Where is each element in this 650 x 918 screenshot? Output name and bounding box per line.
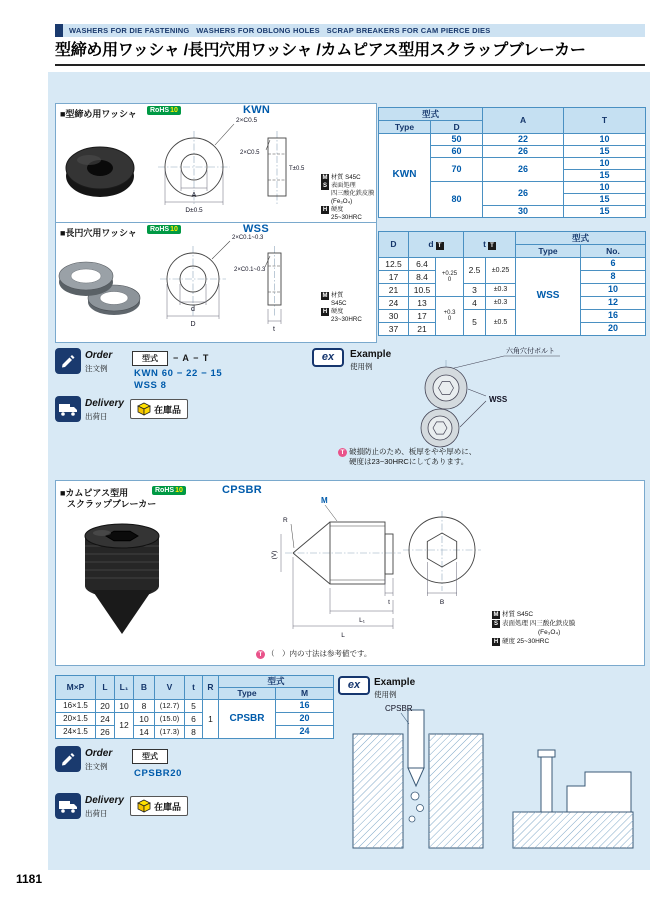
tolerance-badge: T xyxy=(436,242,444,250)
part-callout-label: CPSBR xyxy=(385,704,413,713)
stock-badge xyxy=(130,796,188,816)
hardness-value: 25~30HRC xyxy=(516,638,550,645)
section-heading-kwn: ■型締め用ワッシャ xyxy=(60,109,137,119)
cell: 37 xyxy=(379,323,409,336)
dim-d: D±0.5 xyxy=(185,207,203,214)
stock-badge xyxy=(130,399,188,419)
order-icon xyxy=(55,746,81,772)
hardness-label: 硬度 xyxy=(331,205,344,213)
part-callout-label: WSS xyxy=(489,395,508,404)
spec-line: 四三酸化鉄皮膜 xyxy=(331,190,375,197)
cell: 24 xyxy=(96,713,115,726)
spec-line xyxy=(492,610,575,619)
order-label-en: Order xyxy=(85,350,113,361)
section-heading-cpsbr-2: スクラップブレーカー xyxy=(67,499,157,509)
cell: 10.5 xyxy=(409,284,436,297)
header-t: t xyxy=(185,676,203,700)
cell: ±0.3 xyxy=(486,297,516,310)
cell: 16 xyxy=(581,310,646,323)
kwn-washer-photo xyxy=(62,126,138,206)
header-type: Type xyxy=(379,121,431,134)
cpsbr-spec-notes xyxy=(492,610,575,646)
cell: 10 xyxy=(115,700,134,713)
cpsbr-technical-drawing xyxy=(235,492,485,652)
surface-badge: S xyxy=(322,183,327,189)
category-bar-notch xyxy=(55,24,63,37)
order-example-line: CPSBR20 xyxy=(134,768,183,779)
order-example-line: KWN 60 − 22 − 15 xyxy=(134,368,223,379)
wss-spec-notes xyxy=(321,292,362,324)
pencil-icon xyxy=(59,750,77,768)
rohs-label: RoHS xyxy=(150,107,170,114)
washers-panel-divider xyxy=(55,222,377,223)
cell: 8.4 xyxy=(409,271,436,284)
scrap xyxy=(411,792,419,800)
order-format-box: 型式 xyxy=(132,749,168,764)
cell: 12 xyxy=(115,713,134,739)
cell-type: KWN xyxy=(379,134,431,218)
header-d-small-label: d xyxy=(428,238,434,249)
material-badge: M xyxy=(493,612,499,618)
cell: 6 xyxy=(185,713,203,726)
delivery-icon xyxy=(55,396,81,422)
cell: 20×1.5 xyxy=(56,713,96,726)
order-example-line: WSS 8 xyxy=(134,380,167,391)
dim-m: M xyxy=(321,496,328,505)
dim-b: B xyxy=(439,599,445,606)
cell: 26 xyxy=(483,158,564,182)
cell: 12 xyxy=(581,297,646,310)
cell: 10 xyxy=(564,182,646,194)
cell: ±0.3 xyxy=(486,284,516,297)
washer-highlight xyxy=(77,155,101,165)
cell-tolerance xyxy=(436,297,464,336)
hardness-badge: H xyxy=(493,639,499,645)
material-label: 材質 xyxy=(331,292,344,299)
page-number: 1181 xyxy=(16,872,43,886)
spec-line xyxy=(321,182,374,190)
cell: 4 xyxy=(464,297,486,310)
dim-l1: L₁ xyxy=(359,617,365,624)
cell: 24×1.5 xyxy=(56,726,96,739)
truck-icon xyxy=(58,798,78,814)
header-type: Type xyxy=(219,688,276,700)
cell: 5 xyxy=(185,700,203,713)
spec-line: (Fe₃O₄) xyxy=(538,629,561,636)
step-block xyxy=(567,772,631,812)
cell: ±0.5 xyxy=(486,310,516,336)
header-m: M xyxy=(276,688,334,700)
delivery-label-ja: 出荷日 xyxy=(85,809,108,818)
cell: 50 xyxy=(431,134,483,146)
highlight xyxy=(93,530,111,536)
tol-minus: 0 xyxy=(447,316,452,322)
cell: 24 xyxy=(276,726,334,739)
cell: 15 xyxy=(564,146,646,158)
delivery-label-en: Delivery xyxy=(85,398,124,409)
cell-type: WSS xyxy=(516,258,581,336)
wss-note xyxy=(338,447,476,467)
hardness-badge: H xyxy=(322,308,328,315)
page-title: 型締め用ワッシャ /長円穴用ワッシャ /カムピアス型用スクラップブレーカー xyxy=(55,37,645,66)
order-label-ja: 注文例 xyxy=(85,364,108,373)
bolt-head xyxy=(428,416,452,440)
example-label-en: Example xyxy=(374,677,416,688)
stock-label: 在庫品 xyxy=(154,404,182,415)
wss-table xyxy=(378,231,646,336)
cell: 15 xyxy=(564,194,646,206)
dim-chamfer-side: 2×C0.1~0.3 xyxy=(234,267,266,273)
example-label-en: Example xyxy=(350,349,392,360)
tolerance-badge: T xyxy=(488,242,496,250)
dim-a: A xyxy=(191,192,197,199)
material-value: S45C xyxy=(345,174,361,181)
scrap xyxy=(409,816,415,822)
note-text: （ ）内の寸法は参考値です。 xyxy=(267,649,372,658)
header-katashiki: 型式 xyxy=(219,676,334,688)
example-label-ja: 使用例 xyxy=(374,690,397,699)
spec-line: 23~30HRC xyxy=(331,315,362,323)
punch xyxy=(408,710,424,768)
material-badge: M xyxy=(322,175,328,181)
cell: 21 xyxy=(379,284,409,297)
cell: 60 xyxy=(431,146,483,158)
section-heading-cpsbr-1: ■カムピアス型用 xyxy=(60,488,129,498)
order-format-suffix: − A − T xyxy=(173,353,210,363)
pencil-icon xyxy=(59,352,77,370)
wss-washers-photo xyxy=(58,246,144,326)
delivery-icon xyxy=(55,793,81,819)
header-l: L xyxy=(96,676,115,700)
header-d-small xyxy=(409,232,464,258)
category-bar xyxy=(55,24,645,37)
pin xyxy=(541,756,552,812)
rohs-num: 10 xyxy=(170,107,178,114)
header-a: A xyxy=(483,108,564,134)
cell: 3 xyxy=(464,284,486,297)
header-katashiki: 型式 xyxy=(516,232,646,245)
delivery-label-ja: 出荷日 xyxy=(85,412,108,421)
bolt-head xyxy=(433,375,459,401)
cell: (17.3) xyxy=(155,726,185,739)
plug-point xyxy=(92,590,152,634)
material-badge: M xyxy=(322,293,328,299)
spec-line: 25~30HRC xyxy=(331,213,362,221)
spec-line xyxy=(492,637,575,646)
cpsbr-usage-diagram xyxy=(345,698,642,850)
material-label: 材質 xyxy=(331,174,344,181)
dim-v: (V) xyxy=(271,550,278,560)
header-b: B xyxy=(134,676,155,700)
scrap xyxy=(417,805,424,812)
dim-d-big: D xyxy=(190,321,196,328)
dim-t: T±0.5 xyxy=(289,166,305,172)
cell: 26 xyxy=(483,182,564,206)
header-d: D xyxy=(431,121,483,134)
dim-chamfer-side: 2×C0.5 xyxy=(240,150,260,156)
tolerance-note-icon: T xyxy=(256,650,265,659)
tolerance-note-icon: T xyxy=(338,448,347,457)
cell: 17 xyxy=(409,310,436,323)
cell: 30 xyxy=(483,206,564,218)
order-icon xyxy=(55,348,81,374)
delivery-label-en: Delivery xyxy=(85,795,124,806)
dim-t: t xyxy=(273,326,275,333)
header-katashiki: 型式 xyxy=(379,108,483,121)
cell: 70 xyxy=(431,158,483,182)
cell: 1 xyxy=(203,700,219,739)
tol-plus: +0.25 xyxy=(441,270,458,277)
order-label-ja: 注文例 xyxy=(85,762,108,771)
rohs-num: 10 xyxy=(175,487,183,494)
wss-technical-drawing xyxy=(148,229,324,339)
hardness-label: 硬度 xyxy=(502,638,515,645)
cpsbr-note xyxy=(256,649,371,659)
dim-r: R xyxy=(283,517,288,524)
header-mxp: M×P xyxy=(56,676,96,700)
cell: 15 xyxy=(564,206,646,218)
header-r: R xyxy=(203,676,219,700)
note-text: 破損防止のため、板厚をやや厚めに、 xyxy=(349,447,477,456)
cell: 21 xyxy=(409,323,436,336)
dim-t: t xyxy=(388,599,390,606)
cpsbr-photo xyxy=(72,516,172,641)
cell-type: CPSBR xyxy=(219,700,276,739)
pin-cap xyxy=(538,750,555,757)
dim-chamfer-front: 2×C0.1~0.3 xyxy=(232,235,264,241)
spec-line xyxy=(321,292,362,300)
spec-line xyxy=(492,619,575,628)
category-bar-text: WASHERS FOR DIE FASTENING WASHERS FOR OBLONG HOLES SCRAP BREAKERS FOR CAM PIERCE DIES xyxy=(69,26,491,35)
cell: 22 xyxy=(483,134,564,146)
part-code-wss: WSS xyxy=(243,223,269,235)
cell: 14 xyxy=(134,726,155,739)
header-t xyxy=(464,232,516,258)
rohs-num: 10 xyxy=(170,226,178,233)
cell: 10 xyxy=(581,284,646,297)
cell: 20 xyxy=(276,713,334,726)
truck-icon xyxy=(58,401,78,417)
cell: (12.7) xyxy=(155,700,185,713)
dim-chamfer-front: 2×C0.5 xyxy=(236,117,258,124)
header-no: No. xyxy=(581,245,646,258)
kwn-table xyxy=(378,107,646,218)
cell: 16×1.5 xyxy=(56,700,96,713)
cell: 8 xyxy=(134,700,155,713)
header-l1: L₁ xyxy=(115,676,134,700)
header-type: Type xyxy=(516,245,581,258)
cell: 20 xyxy=(581,323,646,336)
cell: 10 xyxy=(564,158,646,170)
cell: 6 xyxy=(581,258,646,271)
wss-usage-diagram xyxy=(388,344,640,448)
cell: 16 xyxy=(276,700,334,713)
cell: 2.5 xyxy=(464,258,486,284)
cell-tolerance xyxy=(436,258,464,297)
section-heading-wss: ■長円穴用ワッシャ xyxy=(60,228,137,238)
order-format xyxy=(132,348,209,366)
cell: 13 xyxy=(409,297,436,310)
part-code-cpsbr: CPSBR xyxy=(222,484,263,496)
kwn-spec-notes xyxy=(321,174,374,221)
example-logo: ex xyxy=(338,676,370,695)
rohs-badge xyxy=(152,486,186,495)
material-label: 材質 xyxy=(502,611,515,618)
stock-label: 在庫品 xyxy=(154,801,182,812)
spec-line xyxy=(321,308,362,316)
rohs-label: RoHS xyxy=(155,487,175,494)
spec-line xyxy=(321,206,374,214)
dim-l: L xyxy=(341,632,345,639)
cell: 24 xyxy=(379,297,409,310)
order-label-en: Order xyxy=(85,748,113,759)
cell: 12.5 xyxy=(379,258,409,271)
cell: 17 xyxy=(379,271,409,284)
tol-minus: 0 xyxy=(447,277,452,283)
punch-point xyxy=(408,768,424,786)
header-d: D xyxy=(379,232,409,258)
order-format xyxy=(132,746,168,764)
cell: (15.0) xyxy=(155,713,185,726)
note-line xyxy=(338,447,476,457)
rohs-label: RoHS xyxy=(150,226,170,233)
cell: 80 xyxy=(431,182,483,218)
dim-d-small: d xyxy=(191,306,195,313)
stock-cube-icon xyxy=(137,799,151,813)
surface-value: 四三酸化鉄皮膜 xyxy=(529,620,576,627)
cell: 8 xyxy=(185,726,203,739)
example-logo: ex xyxy=(312,348,344,367)
cell: 20 xyxy=(96,700,115,713)
cell: 6.4 xyxy=(409,258,436,271)
cell: 26 xyxy=(483,146,564,158)
material-value: S45C xyxy=(516,611,534,618)
spec-line xyxy=(321,174,374,182)
surface-label: 表面処理 xyxy=(331,182,356,189)
washer-hole xyxy=(71,269,101,283)
surface-badge: S xyxy=(493,621,498,627)
spec-line: S45C xyxy=(331,300,347,307)
surface-label: 表面処理 xyxy=(502,620,528,627)
header-v: V xyxy=(155,676,185,700)
cell: 5 xyxy=(464,310,486,336)
stock-cube-icon xyxy=(137,402,151,416)
note-line: 硬度は23~30HRCにしてあります。 xyxy=(349,457,469,466)
part-code-kwn: KWN xyxy=(243,104,271,116)
spec-line: (Fe₃O₄) xyxy=(331,197,353,205)
header-t-label: t xyxy=(483,238,486,249)
cell: ±0.25 xyxy=(486,258,516,284)
tol-plus: +0.3 xyxy=(443,309,456,316)
hardness-label: 硬度 xyxy=(331,307,344,315)
header-t: T xyxy=(564,108,646,134)
kwn-technical-drawing xyxy=(148,112,320,220)
washer-hole xyxy=(100,292,128,305)
cell: 30 xyxy=(379,310,409,323)
example-label-ja: 使用例 xyxy=(350,362,373,371)
hardness-badge: H xyxy=(322,206,328,213)
cpsbr-table xyxy=(55,675,334,739)
cell: 26 xyxy=(96,726,115,739)
cell: 10 xyxy=(134,713,155,726)
cell: 10 xyxy=(564,134,646,146)
bolt-callout-label: 六角穴付ボルト xyxy=(506,348,555,355)
cell: 15 xyxy=(564,170,646,182)
cell: 8 xyxy=(581,271,646,284)
order-format-box: 型式 xyxy=(132,351,168,366)
